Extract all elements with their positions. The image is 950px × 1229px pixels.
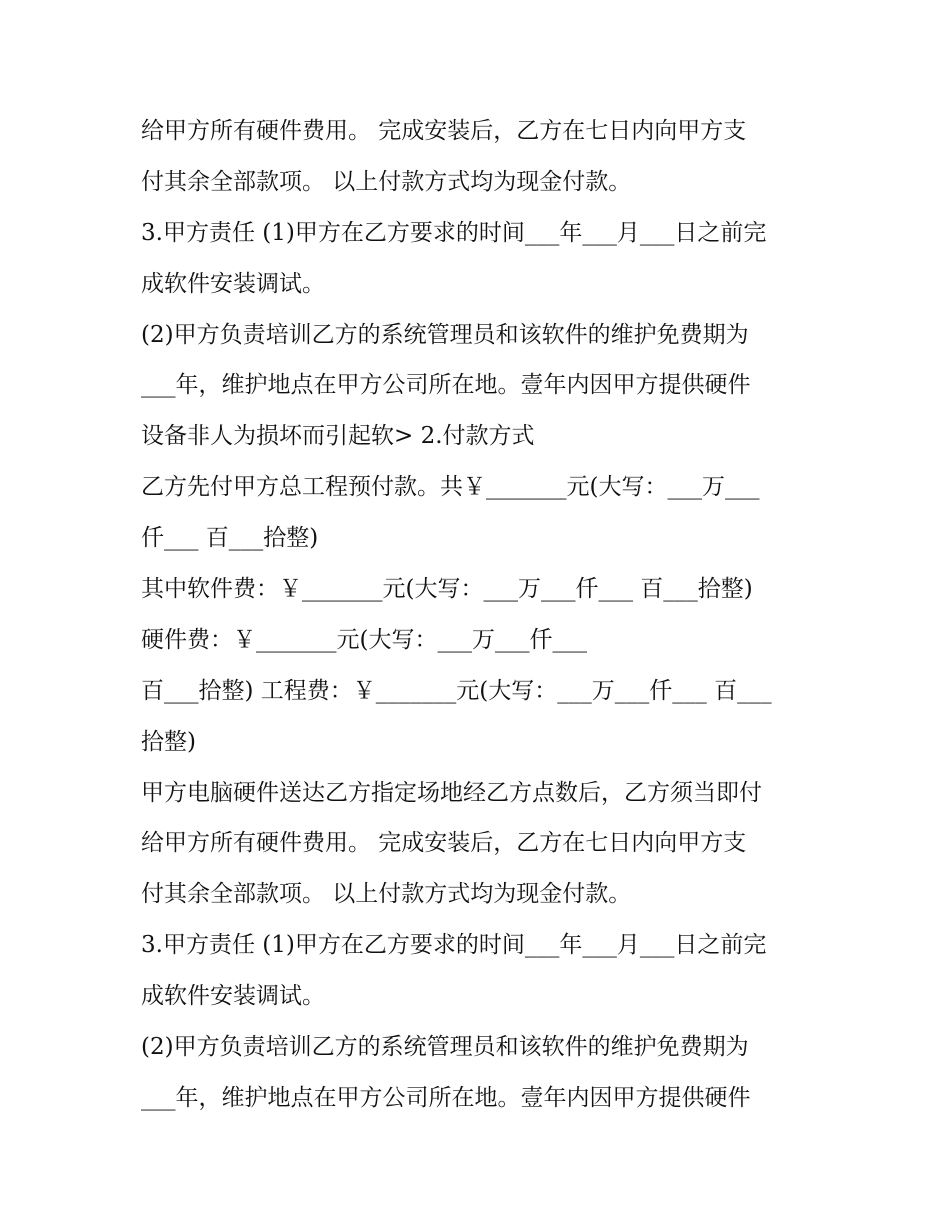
text-line: 成软件安装调试。 (141, 983, 325, 1010)
text-line: 百___拾整) 工程费：￥_______元(大写：___万___仟___ 百___ (141, 677, 772, 704)
text-line: 给甲方所有硬件费用。 完成安装后，乙方在七日内向甲方支 (141, 118, 747, 144)
text-line: 其中软件费：￥_______元(大写：___万___仟___ 百___拾整) (141, 576, 753, 603)
text-line: 设备非人为损坏而引起软> 2.付款方式 (141, 423, 535, 450)
text-line: 3.甲方责任 (1)甲方在乙方要求的时间___年___月___日之前完 (141, 932, 767, 959)
text-line: 硬件费：￥_______元(大写：___万___仟___ (141, 626, 587, 653)
text-line: (2)甲方负责培训乙方的系统管理员和该软件的维护免费期为 (141, 321, 749, 348)
text-line: 付其余全部款项。 以上付款方式均为现金付款。 (141, 881, 632, 908)
text-line: 给甲方所有硬件费用。 完成安装后，乙方在七日内向甲方支 (141, 830, 747, 857)
contract-body (141, 106, 821, 1124)
text-line: 甲方电脑硬件送达乙方指定场地经乙方点数后，乙方须当即付 (141, 779, 762, 806)
text-line: ___年，维护地点在甲方公司所在地。壹年内因甲方提供硬件 (141, 372, 751, 399)
text-line: 付其余全部款项。 以上付款方式均为现金付款。 (141, 168, 632, 195)
text-line: 拾整) (141, 728, 196, 755)
text-line: ___年，维护地点在甲方公司所在地。壹年内因甲方提供硬件 (141, 1084, 751, 1111)
text-line: 成软件安装调试。 (141, 270, 325, 297)
text-line: (2)甲方负责培训乙方的系统管理员和该软件的维护免费期为 (141, 1034, 749, 1061)
text-line: 乙方先付甲方总工程预付款。共￥_______元(大写：___万___ (141, 474, 760, 501)
text-line: 3.甲方责任 (1)甲方在乙方要求的时间___年___月___日之前完 (141, 219, 767, 246)
text-line: 仟___ 百___拾整) (141, 525, 319, 552)
